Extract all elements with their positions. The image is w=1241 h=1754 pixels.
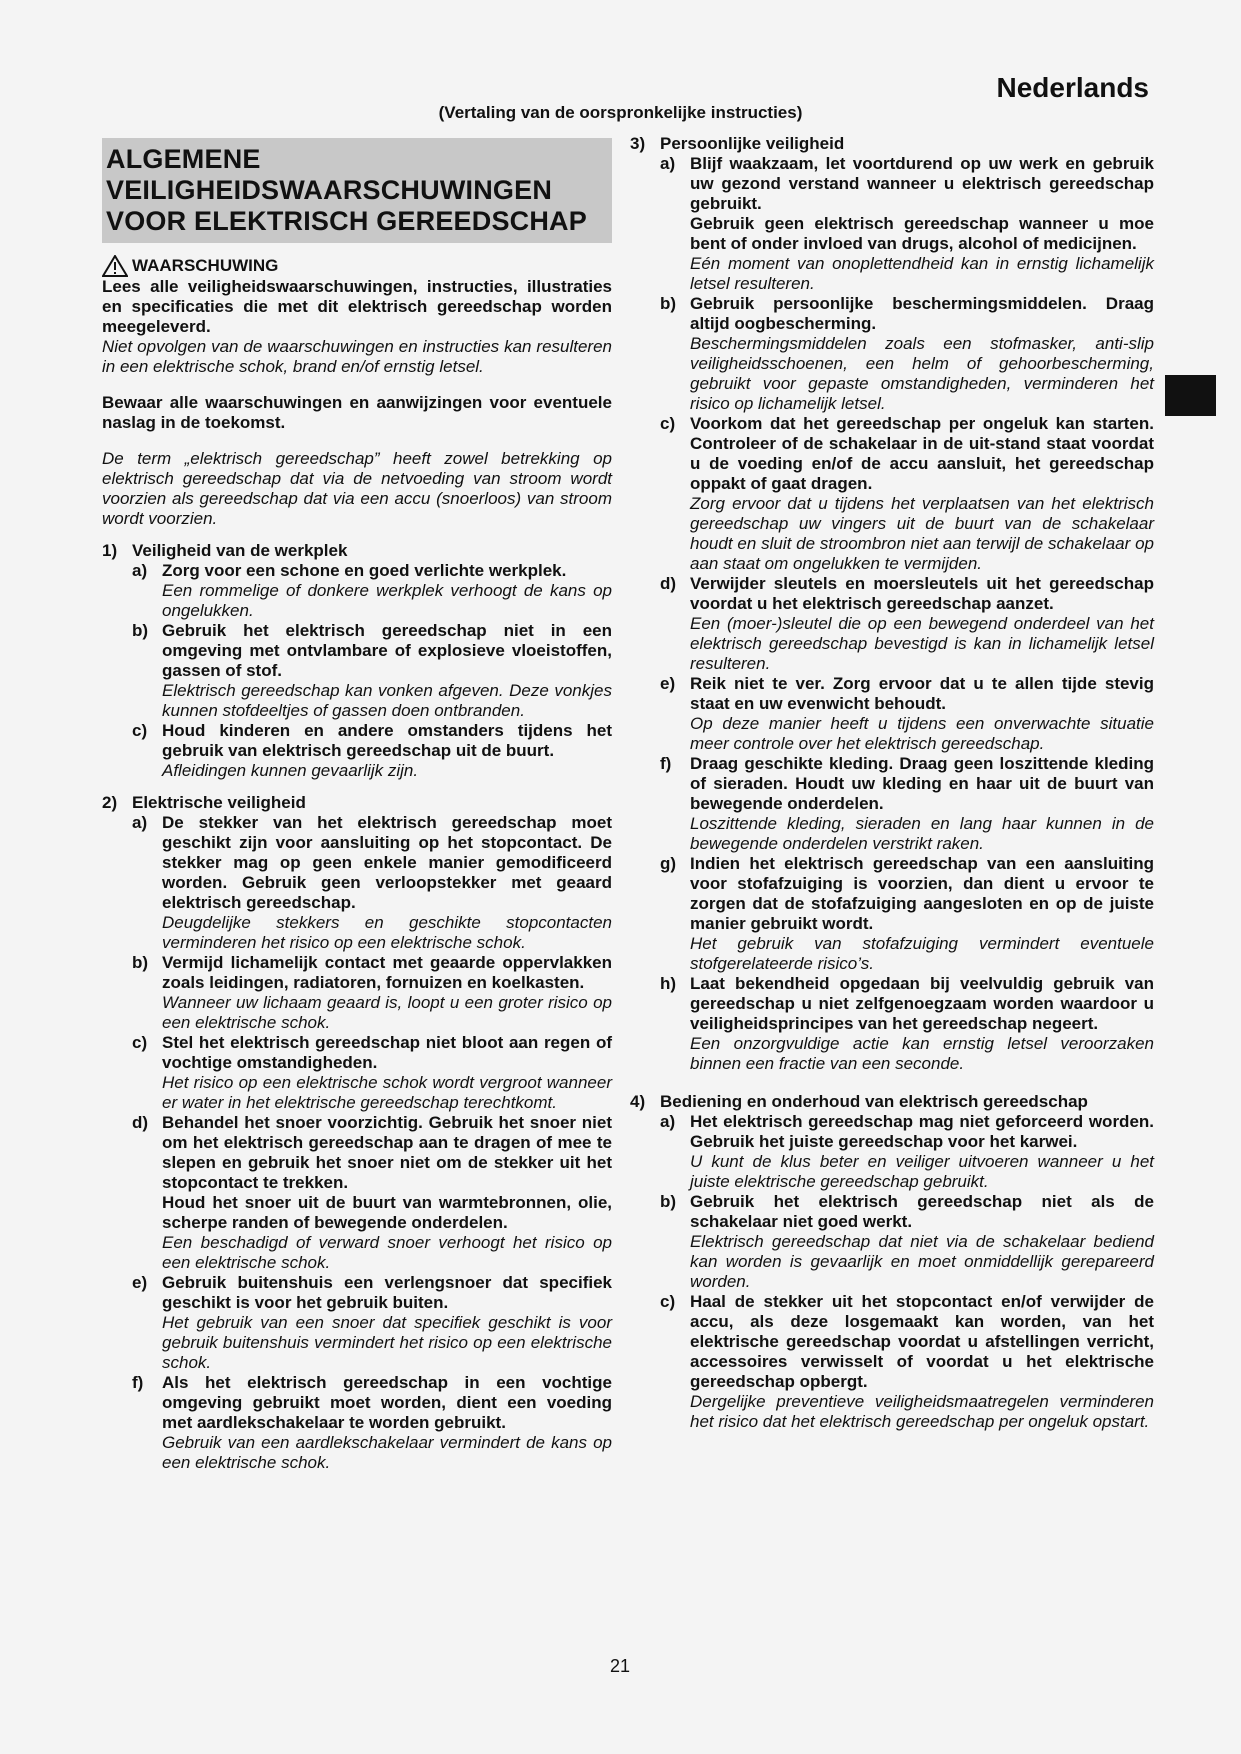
list-item-note: Loszittende kleding, sieraden en lang haar kunnen in de bewegende onderdelen verstrikt raken. bbox=[690, 814, 1154, 853]
section-title bbox=[102, 138, 612, 243]
list-item: c) Houd kinderen en andere omstanders tijdens het gebruik van elektrisch gereedschap uit de buurt. bbox=[132, 721, 612, 760]
page-number: 21 bbox=[609, 1656, 631, 1676]
list-item: g) Indien het elektrisch gereedschap van een aansluiting voor stofafzuiging is voorzien, dan dient u ervoor te zorgen dat de stofafzuiging aangesloten en op de juiste manier gebruikt wordt. bbox=[660, 854, 1154, 933]
list-item: a) Zorg voor een schone en goed verlichte werkplek. bbox=[132, 561, 567, 580]
warning-label: WAARSCHUWING bbox=[132, 256, 279, 275]
translation-subtitle: (Vertaling van de oorspronkelijke instructies) bbox=[438, 103, 803, 122]
list-item: b) Gebruik het elektrisch gereedschap niet in een omgeving met ontvlambare of explosieve vloeistoffen, gassen of stof. bbox=[132, 621, 612, 680]
keep-instructions-text: Bewaar alle waarschuwingen en aanwijzingen voor eventuele naslag in de toekomst. bbox=[102, 393, 612, 432]
list-item: d) Verwijder sleutels en moersleutels uit het gereedschap voordat u het elektrisch gereedschap aanzet. bbox=[660, 574, 1154, 613]
section-heading-4: 4) Bediening en onderhoud van elektrisch gereedschap bbox=[630, 1092, 1088, 1111]
list-item-note: Een beschadigd of verward snoer verhoogt het risico op een elektrische schok. bbox=[162, 1233, 612, 1272]
list-item-note: Een onzorgvuldige actie kan ernstig letsel veroorzaken binnen een fractie van een seconde. bbox=[690, 1034, 1154, 1073]
list-item: c) Stel het elektrisch gereedschap niet bloot aan regen of vochtige omstandigheden. bbox=[132, 1033, 612, 1072]
list-item-note: U kunt de klus beter en veiliger uitvoeren wanneer u het juiste elektrische gereedschap gebruikt. bbox=[690, 1152, 1154, 1191]
list-item: a) De stekker van het elektrisch gereedschap moet geschikt zijn voor aansluiting op het stopcontact. De stekker mag op geen enkele manier gemodificeerd worden. Gebruik geen verloopstekker met geaard elektrisch gereedschap. bbox=[132, 813, 612, 912]
section-heading-3: 3) Persoonlijke veiligheid bbox=[630, 134, 845, 153]
list-item: d) Behandel het snoer voorzichtig. Gebruik het snoer niet om het elektrisch gereedschap aan te dragen of mee te slepen en gebruik het snoer niet om de stekker uit het stopcontact te trekken. bbox=[132, 1113, 612, 1192]
language-tab-marker bbox=[1165, 375, 1216, 416]
list-item-note: Het gebruik van een snoer dat specifiek geschikt is voor gebruik buitenshuis vermindert het risico op een elektrische schok. bbox=[162, 1313, 612, 1372]
list-item-note: Dergelijke preventieve veiligheidsmaatregelen verminderen het risico dat het elektrisch gereedschap per ongeluk opstart. bbox=[690, 1392, 1154, 1431]
warning-bold-text: Lees alle veiligheidswaarschuwingen, instructies, illustraties en specificaties die met dit elektrisch gereedschap worden meegeleverd. bbox=[102, 277, 612, 336]
list-item-note: Gebruik van een aardlekschakelaar vermindert de kans op een elektrische schok. bbox=[162, 1433, 612, 1472]
list-item: f) Draag geschikte kleding. Draag geen loszittende kleding of sieraden. Houdt uw kleding en haar uit de buurt van bewegende onderdelen. bbox=[660, 754, 1154, 813]
section-heading-2: 2) Elektrische veiligheid bbox=[102, 793, 306, 812]
list-item-note: Afleidingen kunnen gevaarlijk zijn. bbox=[162, 761, 419, 780]
list-item-extra: Gebruik geen elektrisch gereedschap wanneer u moe bent of onder invloed van drugs, alcohol of medicijnen. bbox=[690, 214, 1154, 253]
right-column bbox=[630, 134, 1154, 1432]
list-item-note: Een (moer-)sleutel die op een bewegend onderdeel van het elektrisch gereedschap bevestigd is kan in lichamelijk letsel resulteren. bbox=[690, 614, 1154, 673]
term-definition-text: De term „elektrisch gereedschap” heeft zowel betrekking op elektrisch gereedschap dat via de netvoeding van stroom wordt voorzien als gereedschap dat via een accu (snoerloos) van stroom wordt voorzien. bbox=[102, 449, 612, 528]
list-item: b) Gebruik het elektrisch gereedschap niet als de schakelaar niet goed werkt. bbox=[660, 1192, 1154, 1231]
list-item-note: Eén moment van onoplettendheid kan in ernstig lichamelijk letsel resulteren. bbox=[690, 254, 1154, 293]
list-item: h) Laat bekendheid opgedaan bij veelvuldig gebruik van gereedschap u niet zelfgenoegzaam worden waardoor u veiligheidsprincipes van het gereedschap negeert. bbox=[660, 974, 1154, 1033]
list-item-note: Elektrisch gereedschap kan vonken afgeven. Deze vonkjes kunnen stofdeeltjes of gassen doen ontbranden. bbox=[162, 681, 612, 720]
list-item: b) Vermijd lichamelijk contact met geaarde oppervlakken zoals leidingen, radiatoren, fornuizen en koelkasten. bbox=[132, 953, 612, 992]
title-line: ALGEMENE bbox=[106, 144, 261, 174]
left-column bbox=[102, 138, 612, 1473]
list-item-note: Op deze manier heeft u tijdens een onverwachte situatie meer controle over het elektrisch gereedschap. bbox=[690, 714, 1154, 753]
list-item: c) Voorkom dat het gereedschap per ongeluk kan starten. Controleer of de schakelaar in de uit-stand staat voordat u de voeding en/of de accu aansluit, het gereedschap oppakt of gaat dragen. bbox=[660, 414, 1154, 493]
list-item: f) Als het elektrisch gereedschap in een vochtige omgeving gebruikt moet worden, dient een voeding met aardlekschakelaar te worden gebruikt. bbox=[132, 1373, 612, 1432]
list-item-note: Zorg ervoor dat u tijdens het verplaatsen van het elektrisch gereedschap uw vingers uit de buurt van de schakelaar houdt en sluit de stroombron niet aan terwijl de schakelaar op aan staat om ongelukken te vermijden. bbox=[690, 494, 1154, 573]
list-item-extra: Houd het snoer uit de buurt van warmtebronnen, olie, scherpe randen of bewegende onderdelen. bbox=[162, 1193, 612, 1232]
title-line: VOOR ELEKTRISCH GEREEDSCHAP bbox=[106, 206, 587, 236]
section-heading-1: 1) Veiligheid van de werkplek bbox=[102, 541, 348, 560]
warning-heading bbox=[102, 255, 612, 277]
warning-triangle-icon bbox=[102, 255, 128, 277]
list-item-note: Wanneer uw lichaam geaard is, loopt u een groter risico op een elektrische schok. bbox=[162, 993, 612, 1032]
list-item-note: Elektrisch gereedschap dat niet via de schakelaar bediend kan worden is gevaarlijk en moet onmiddellijk gerepareerd worden. bbox=[690, 1232, 1154, 1291]
list-item-note: Deugdelijke stekkers en geschikte stopcontacten verminderen het risico op een elektrische schok. bbox=[162, 913, 612, 952]
list-item-note: Beschermingsmiddelen zoals een stofmasker, anti-slip veiligheidsschoenen, een helm of gehoorbescherming, gebruikt voor gepaste omstandigheden, verminderen het risico op lichamelijk letsel. bbox=[690, 334, 1154, 413]
list-item-note: Het risico op een elektrische schok wordt vergroot wanneer er water in het elektrische gereedschap terechtkomt. bbox=[162, 1073, 612, 1112]
language-label: Nederlands bbox=[996, 72, 1149, 103]
list-item: e) Reik niet te ver. Zorg ervoor dat u te allen tijde stevig staat en uw evenwicht behoudt. bbox=[660, 674, 1154, 713]
list-item: c) Haal de stekker uit het stopcontact en/of verwijder de accu, als deze losgemaakt kan worden, van het elektrische gereedschap voordat u afstellingen verricht, accessoires verwisselt of voordat u het elektrische gereedschap opbergt. bbox=[660, 1292, 1154, 1391]
warning-italic-text: Niet opvolgen van de waarschuwingen en instructies kan resulteren in een elektrische schok, brand en/of ernstig letsel. bbox=[102, 337, 612, 376]
list-item: a) Het elektrisch gereedschap mag niet geforceerd worden. Gebruik het juiste gereedschap voor het karwei. bbox=[660, 1112, 1154, 1151]
list-item-note: Het gebruik van stofafzuiging vermindert eventuele stofgerelateerde risico’s. bbox=[690, 934, 1154, 973]
list-item: b) Gebruik persoonlijke beschermingsmiddelen. Draag altijd oogbescherming. bbox=[660, 294, 1154, 333]
list-item: a) Blijf waakzaam, let voortdurend op uw werk en gebruik uw gezond verstand wanneer u elektrisch gereedschap gebruikt. bbox=[660, 154, 1154, 213]
list-item: e) Gebruik buitenshuis een verlengsnoer dat specifiek geschikt is voor het gebruik buiten. bbox=[132, 1273, 612, 1312]
title-line: VEILIGHEIDSWAARSCHUWINGEN bbox=[106, 175, 553, 205]
list-item-note: Een rommelige of donkere werkplek verhoogt de kans op ongelukken. bbox=[162, 581, 612, 620]
